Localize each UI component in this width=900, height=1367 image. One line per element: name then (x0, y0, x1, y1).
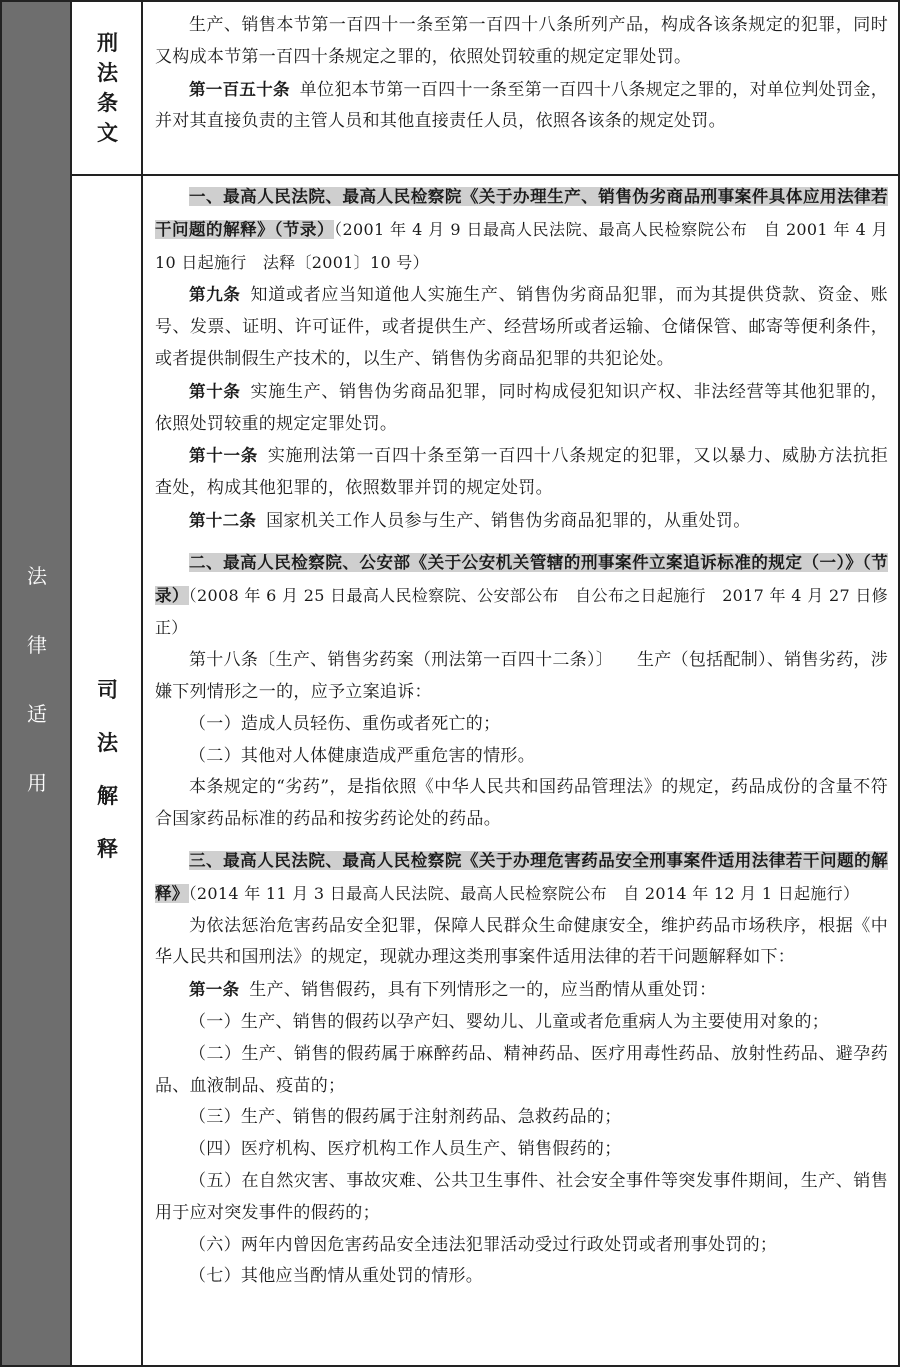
s3-article-1 (155, 974, 888, 1007)
s1-article-9 (155, 279, 888, 375)
outer-category-label: 法 律 适 用 (27, 564, 47, 795)
s3-item-7: （七）其他应当酌情从重处罚的情形。 (189, 1266, 484, 1287)
s1-article-10-title: 第十条 (189, 381, 241, 401)
s2-article-18-title: 第十八条〔生产、销售劣药案（刑法第一百四十二条）〕 (189, 650, 614, 671)
s3-article-1-title: 第一条 (189, 980, 240, 1000)
criminal-law-content (155, 10, 888, 138)
judicial-label-cell (72, 176, 143, 1365)
section-2-heading (155, 547, 888, 645)
outer-category-column (2, 2, 72, 1365)
section-2-source: （2008 年 6 月 25 日最高人民检察院、公安部公布 自公布之日起施行 2017 年 4 月 27 日修正） (155, 585, 888, 638)
section-3-source: （2014 年 11 月 3 日最高人民法院、最高人民检察院公布 自 2014 年 12 月 1 日起施行） (188, 883, 860, 903)
section-1-source: （2001 年 4 月 9 日最高人民法院、最高人民检察院公布 自 2001 年 4 月 10 日起施行 法释〔2001〕10 号） (155, 219, 888, 272)
s1-article-12-text: 国家机关工作人员参与生产、销售伪劣商品犯罪的，从重处罚。 (266, 510, 751, 531)
article-150-text: 单位犯本节第一百四十一条至第一百四十八条规定之罪的，对单位判处罚金，并对其直接负责的主管人员和其他直接责任人员，依照各该条的规定处罚。 (155, 79, 888, 132)
section-3-title: 三、最高人民法院、最高人民检察院《关于办理危害药品安全刑事案件适用法律若干问题的解释》 (155, 850, 888, 903)
s2-article-18-text: 生产（包括配制）、销售劣药，涉嫌下列情形之一的，应予立案追诉： (155, 650, 889, 702)
s3-item-1: （一）生产、销售的假药以孕产妇、婴幼儿、儿童或者危重病人为主要使用对象的； (189, 1011, 830, 1032)
section-1-title: 一、最高人民法院、最高人民检察院《关于办理生产、销售伪劣商品刑事案件具体应用法律若干问题的解释》（节录） (155, 187, 888, 239)
judicial-content (155, 181, 888, 1293)
s3-article-1-text: 生产、销售假药，具有下列情形之一的，应当酌情从重处罚： (249, 980, 717, 1001)
s3-item-3: （三）生产、销售的假药属于注射剂药品、急救药品的； (189, 1107, 622, 1128)
section-3-heading (155, 845, 888, 911)
s1-article-11-title: 第十一条 (189, 446, 258, 466)
judicial-interpretation-row (72, 176, 898, 1365)
s1-article-11-text: 实施刑法第一百四十条至第一百四十八条规定的犯罪，又以暴力、威胁方法抗拒查处，构成其他犯罪的，依照数罪并罚的规定处罚。 (155, 446, 889, 499)
article-149-paragraph: 生产、销售本节第一百四十一条至第一百四十八条所列产品，构成各该条规定的犯罪，同时又构成本节第一百四十条规定之罪的，依照处罚较重的规定定罪处罚。 (155, 15, 888, 67)
s3-item-2: （二）生产、销售的假药属于麻醉药品、精神药品、医疗用毒性药品、放射性药品、避孕药品、血液制品、疫苗的； (155, 1043, 888, 1096)
criminal-law-label: 刑 法 条 文 (97, 31, 118, 145)
s2-item-2: （二）其他对人体健康造成严重危害的情形。 (189, 745, 535, 766)
s2-item-1: （一）造成人员轻伤、重伤或者死亡的； (189, 713, 501, 734)
criminal-law-row (72, 2, 898, 176)
s2-article-18 (155, 645, 888, 709)
s3-item-5: （五）在自然灾害、事故灾难、公共卫生事件、社会安全事件等突发事件期间，生产、销售用于应对突发事件的假药的； (155, 1170, 888, 1223)
s3-item-6: （六）两年内曾因危害药品安全违法犯罪活动受过行政处罚或者刑事处罚的； (189, 1234, 778, 1255)
s1-article-12 (155, 505, 888, 538)
s3-intro: 为依法惩治危害药品安全犯罪，保障人民群众生命健康安全，维护药品市场秩序，根据《中华人民共和国刑法》的规定，现就办理这类刑事案件适用法律的若干问题解释如下： (155, 915, 888, 968)
article-150-title: 第一百五十条 (189, 79, 290, 99)
s1-article-10-text: 实施生产、销售伪劣商品犯罪，同时构成侵犯知识产权、非法经营等其他犯罪的，依照处罚较重的规定定罪处罚。 (155, 381, 888, 434)
s1-article-9-title: 第九条 (189, 285, 241, 305)
judicial-label: 司 法 解 释 (97, 678, 118, 861)
s1-article-12-title: 第十二条 (189, 510, 257, 530)
s1-article-11 (155, 440, 888, 505)
article-150-paragraph (155, 74, 888, 139)
criminal-law-label-cell (72, 2, 143, 174)
s3-item-4: （四）医疗机构、医疗机构工作人员生产、销售假药的； (189, 1139, 622, 1160)
s2-note: 本条规定的“劣药”，是指依照《中华人民共和国药品管理法》的规定，药品成份的含量不符合国家药品标准的药品和按劣药论处的药品。 (155, 777, 888, 830)
section-2-title: 二、最高人民检察院、公安部《关于公安机关管辖的刑事案件立案追诉标准的规定（一）》（节录） (155, 552, 888, 605)
section-1-heading (155, 181, 888, 279)
s1-article-9-text: 知道或者应当知道他人实施生产、销售伪劣商品犯罪，而为其提供贷款、资金、账号、发票、证明、许可证件，或者提供生产、经营场所或者运输、仓储保管、邮寄等便利条件，或者提供制假生产技术的，以生产、销售伪劣商品犯罪的共犯论处。 (155, 285, 888, 369)
s1-article-10 (155, 376, 888, 441)
